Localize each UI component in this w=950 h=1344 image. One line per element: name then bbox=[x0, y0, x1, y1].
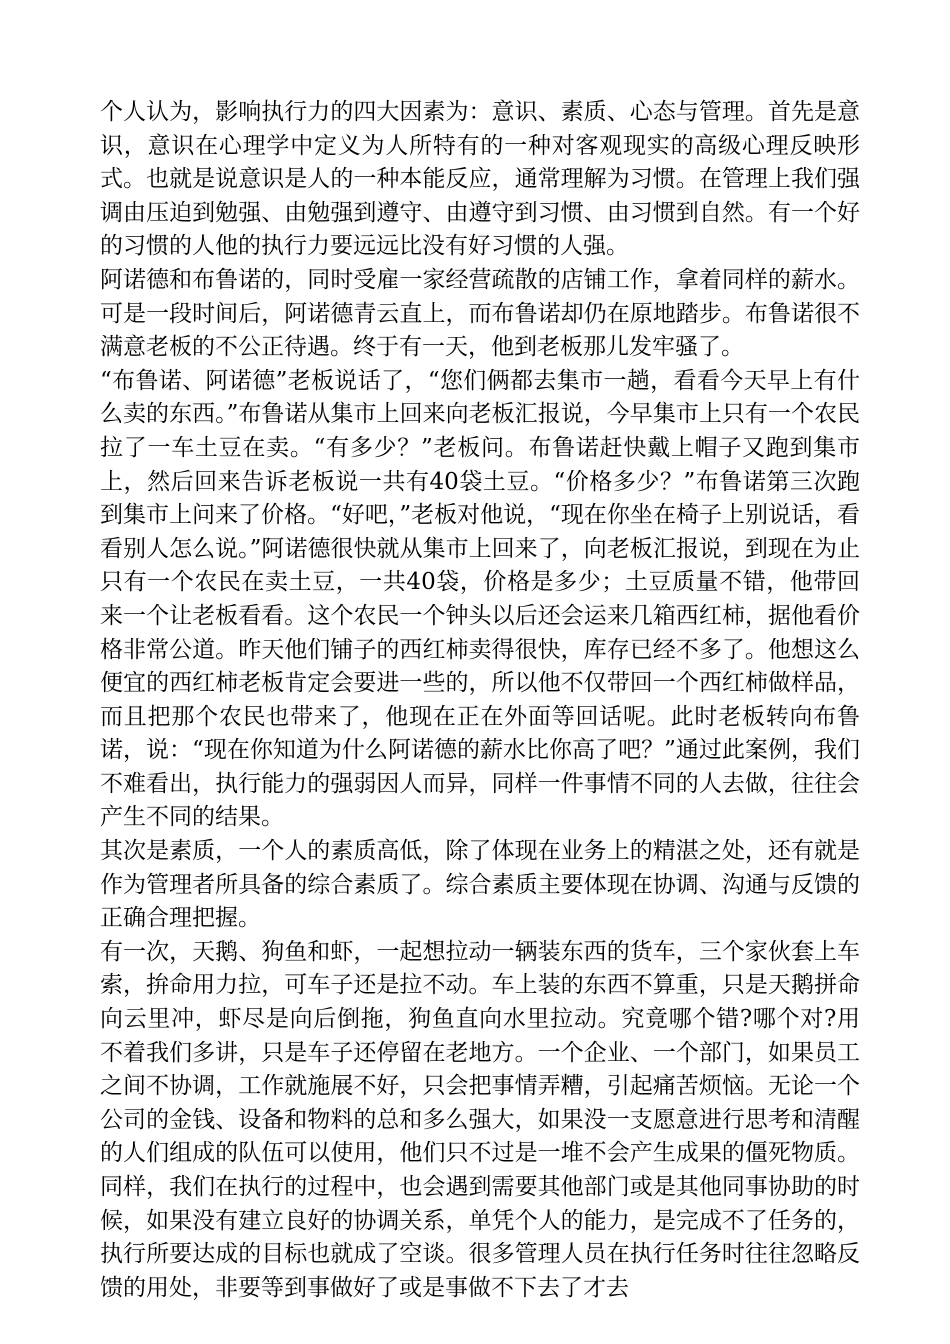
paragraph-arnold-bruno-intro: 阿诺德和布鲁诺的，同时受雇一家经营疏散的店铺工作，拿着同样的薪水。可是一段时间后，阿诺德青云直上，而布鲁诺却仍在原地踏步。布鲁诺很不满意老板的不公正待遇。终于有一天，他到老板那儿发牢骚了。 bbox=[100, 266, 860, 361]
paragraph-awareness: 个人认为，影响执行力的四大因素为：意识、素质、心态与管理。首先是意识，意识在心理学中定义为人所特有的一种对客观现实的高级心理反映形式。也就是说意识是人的一种本能反应，通常理解为习惯。在管理上我们强调由压迫到勉强、由勉强到遵守、由遵守到习惯、由习惯到自然。有一个好的习惯的人他的执行力要远远比没有好习惯的人强。 bbox=[100, 99, 860, 260]
document-body bbox=[100, 96, 860, 1305]
paragraph-quality: 其次是素质，一个人的素质高低，除了体现在业务上的精湛之处，还有就是作为管理者所具备的综合素质了。综合素质主要体现在协调、沟通与反馈的正确合理把握。 bbox=[100, 838, 860, 932]
paragraph-swan-pike-shrimp: 有一次，天鹅、狗鱼和虾，一起想拉动一辆装东西的货车，三个家伙套上车索，拚命用力拉，可车子还是拉不动。车上装的东西不算重，只是天鹅拼命向云里冲，虾尽是向后倒拖，狗鱼直向水里拉动。究竟哪个错?哪个对?用不着我们多讲，只是车子还停留在老地方。一个企业、一个部门，如果员工之间不协调，工作就施展不好，只会把事情弄糟，引起痛苦烦恼。无论一个公司的金钱、设备和物料的总和多么强大，如果没一支愿意进行思考和清醒的人们组成的队伍可以使用，他们只不过是一堆不会产生成果的僵死物质。同样，我们在执行的过程中，也会遇到需要其他部门或是其他同事协助的时候，如果没有建立良好的协调关系，单凭个人的能力，是完成不了任务的，执行所要达成的目标也就成了空谈。很多管理人员在执行任务时往往忽略反馈的用处，非要等到事做好了或是事做不下去了才去 bbox=[100, 938, 860, 1301]
paragraph-market-story: “布鲁诺、阿诺德”老板说话了，“您们俩都去集市一趟，看看今天早上有什么卖的东西。”布鲁诺从集市上回来向老板汇报说，今早集市上只有一个农民拉了一车土豆在卖。“有多少？”老板问。布鲁诺赶快戴上帽子又跑到集市上，然后回来告诉老板说一共有40袋土豆。“价格多少？”布鲁诺第三次跑到集市上问来了价格。“好吧，”老板对他说，“现在你坐在椅子上别说话，看看别人怎么说。”阿诺德很快就从集市上回来了，向老板汇报说，到现在为止只有一个农民在卖土豆，一共40袋，价格是多少；土豆质量不错，他带回来一个让老板看看。这个农民一个钟头以后还会运来几箱西红柿，据他看价格非常公道。昨天他们铺子的西红柿卖得很快，库存已经不多了。他想这么便宜的西红柿老板肯定会要进一些的，所以他不仅带回一个西红柿做样品，而且把那个农民也带来了，他现在正在外面等回话呢。此时老板转向布鲁诺，说：“现在你知道为什么阿诺德的薪水比你高了吧？”通过此案例，我们不难看出，执行能力的强弱因人而异，同样一件事情不同的人去做，往往会产生不同的结果。 bbox=[100, 367, 860, 831]
